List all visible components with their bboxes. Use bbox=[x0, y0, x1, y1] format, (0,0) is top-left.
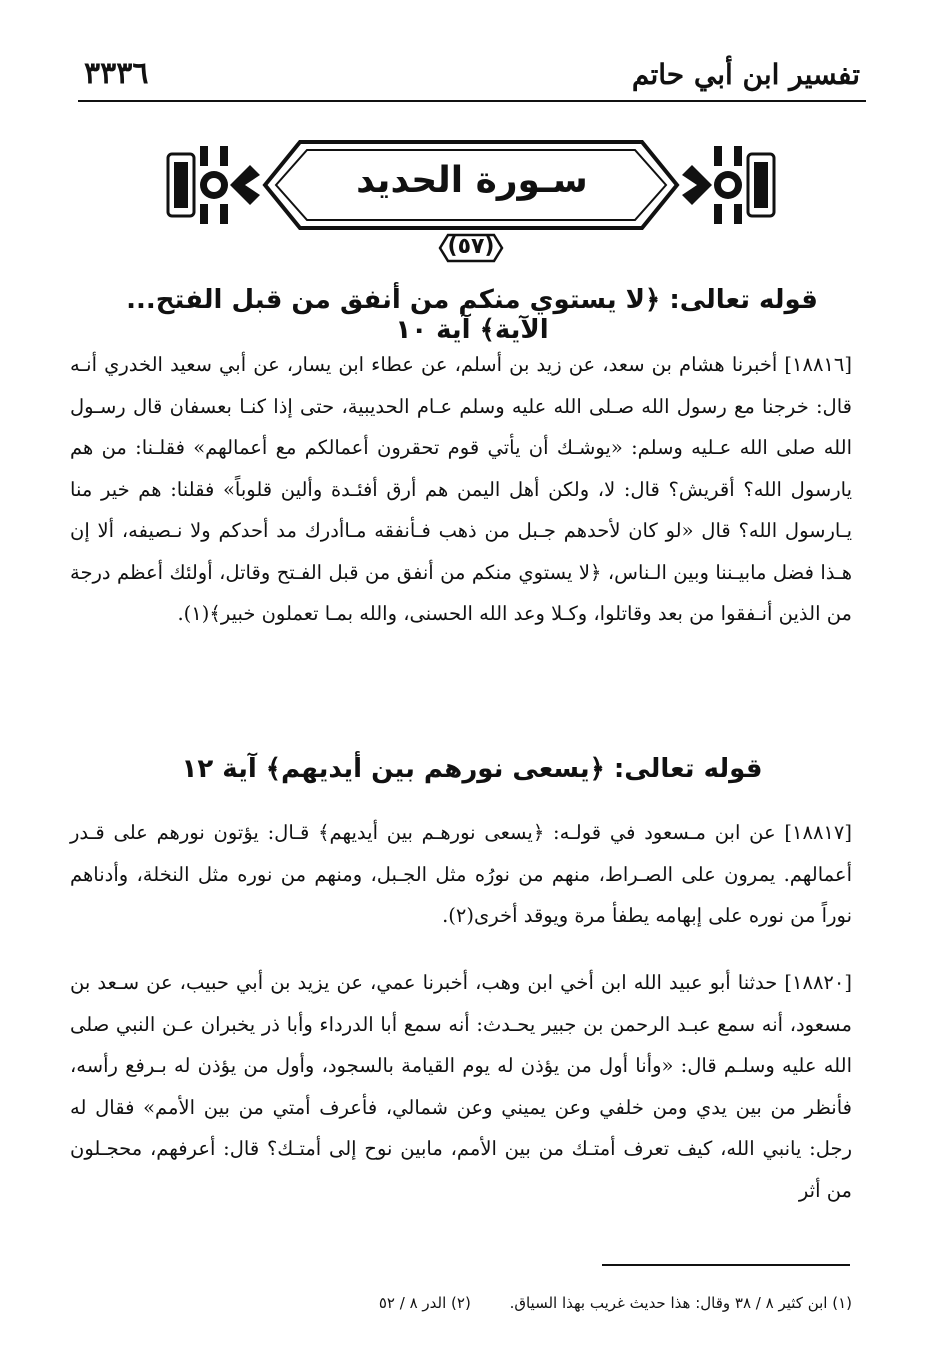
hadith-paragraph-18816: [١٨٨١٦] أخبرنا هشام بن سعد، عن زيد بن أسلم، عن عطاء ابن يسار، عن أبي سعيد الخدري أنـه قال: خرجنا مع رسول الله صـلى الله عليه وسلم عـام الحديبية، حتى إذا كنـا بعسفان قال رسـول الله صلى الله عـليه وسلم: «يوشـك أن يأتي قوم تحقرون أعمالكم مع أعمالهم» فقلـنا: من هم يارسول الله؟ أقريش؟ قال: لا، ولكن أهل اليمن هم أرق أفئـدة وألين قلوباً» فقلنا: هم خير منا يـارسول الله؟ قال «لو كان لأحدهم جـبل من ذهب فـأنفقه مـاأدرك مد أحدكم ولا نـصيفه، ألا إن هـذا فضل مابيـننا وبين الـناس، ﴿لا يستوي منكم من أنفق من قبل الفـتح وقاتل، أولئك أعظم درجة من الذين أنـفقوا من بعد وقاتلوا، وكـلا وعد الله الحسنى، والله بمـا تعملون خبير﴾(١). bbox=[70, 353, 852, 625]
running-header bbox=[78, 52, 866, 102]
footnote-1: (١) ابن كثير ٨ / ٣٨ وقال: هذا حديث غريب بهذا السياق. bbox=[509, 1294, 852, 1312]
page-number: ٣٣٣٦ bbox=[84, 56, 149, 91]
hadith-paragraph-18820: [١٨٨٢٠] حدثنا أبو عبيد الله ابن أخي ابن وهب، أخبرنا عمي، عن يزيد بن أبي حبيب، عن سـعد بن مسعود، أنه سمع عبـد الرحمن بن جبير يحـدث: أنه سمع أبا الدرداء وأبا ذر يخبران عـن النبي صلى الله عليه وسلـم قال: «وأنا أول من يؤذن له يوم القيامة بالسجود، وأول من يؤذن له بـرفع رأسه، فأنظر من بين يدي ومن خلفي وعن يميني وعن شمالي، فأعرف أمتي من بين الأمم» فقال له رجل: يانبي الله، كيف تعرف أمتـك من بين الأمم، مابين نوح إلى أمتـك؟ قال: أعرفهم، محجـلون من أثر bbox=[70, 971, 852, 1202]
section-heading-verse-12: قوله تعالى: ﴿يسعى نورهم بين أيديهم﴾ آية ١٢ bbox=[181, 754, 763, 784]
footnote-2: (٢) الدر ٨ / ٥٢ bbox=[378, 1294, 471, 1312]
book-title: تفسير ابن أبي حاتم bbox=[631, 58, 860, 91]
surah-title: سـورة الحديد bbox=[356, 160, 588, 201]
surah-number: (٥٧) bbox=[447, 234, 495, 259]
footnotes bbox=[70, 1294, 852, 1312]
section-heading-verse-10: قوله تعالى: ﴿لا يستوي منكم من أنفق من قبل الفتح... الآية﴾ آية ١٠ bbox=[126, 285, 818, 345]
footnote-separator bbox=[602, 1264, 850, 1266]
hadith-paragraph-18817: [١٨٨١٧] عن ابن مـسعود في قولـه: ﴿يسعى نورهـم بين أيديهم﴾ قـال: يؤتون نورهم على قـدر أعمالهم. يمرون على الصـراط، منهم من نورُه مثل الجـبل، ومنهم من نوره مثل النخلة، وأدناهم نوراً من نوره على إبهامه يطفأ مرة ويوقد أخرى(٢). bbox=[70, 821, 852, 927]
